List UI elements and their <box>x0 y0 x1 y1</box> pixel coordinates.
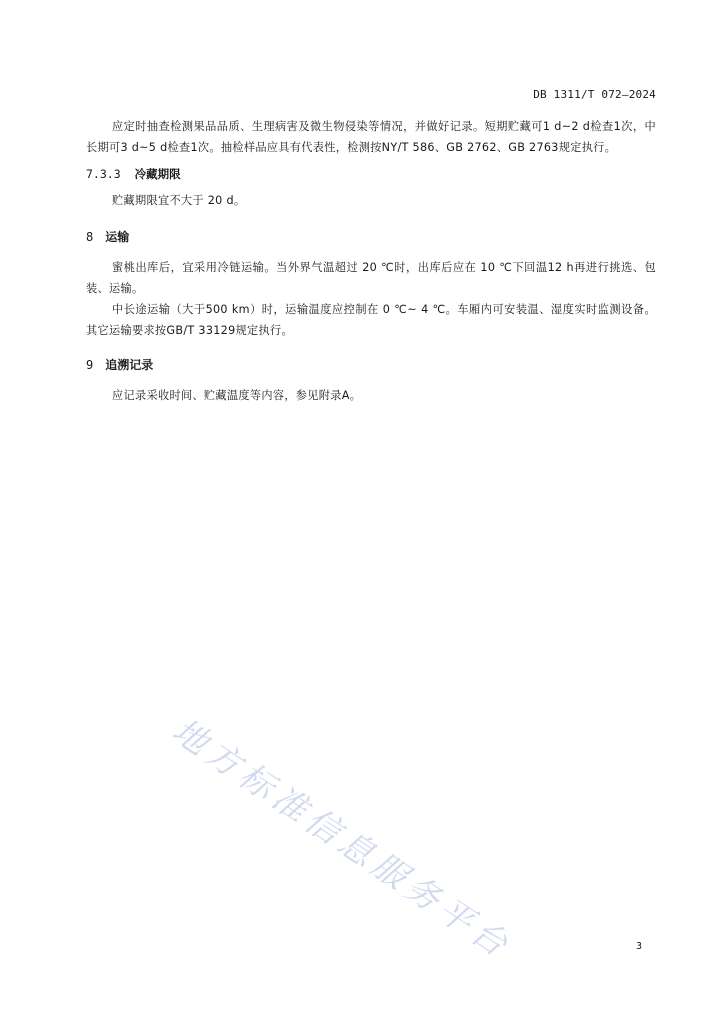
paragraph-transport-2: 中长途运输（大于500 km）时，运输温度应控制在 0 ℃~ 4 ℃。车厢内可安装温、湿度实时监测设备。其它运输要求按GB/T 33129规定执行。 <box>86 303 656 337</box>
page-number: 3 <box>635 941 642 952</box>
paragraph-transport-1: 蜜桃出库后，宜采用冷链运输。当外界气温超过 20 ℃时，出库后应在 10 ℃下回温12 h再进行挑选、包装、运输。 <box>86 261 656 295</box>
header-rule <box>86 105 656 106</box>
heading-title: 追溯记录 <box>105 358 154 372</box>
heading-title: 冷藏期限 <box>134 167 181 181</box>
heading-8 <box>86 227 656 247</box>
heading-title: 运输 <box>105 230 130 244</box>
heading-number: 8 <box>86 230 94 244</box>
heading-number: 7.3.3 <box>86 167 121 181</box>
paragraph-storage-period: 贮藏期限宜不大于 20 d。 <box>112 194 246 207</box>
standard-code: DB 1311/T 072—2024 <box>533 88 656 101</box>
document-body <box>86 116 656 406</box>
heading-7-3-3 <box>86 164 656 184</box>
heading-9 <box>86 355 656 375</box>
watermark: 地方标准信息服务平台 <box>164 710 519 968</box>
paragraph-inspection: 应定时抽查检测果品品质、生理病害及微生物侵染等情况，并做好记录。短期贮藏可1 d~2 d检查1次，中长期可3 d~5 d检查1次。抽检样品应具有代表性，检测按NY/T 586、GB 2762、GB 2763规定执行。 <box>86 120 656 154</box>
heading-number: 9 <box>86 358 94 372</box>
paragraph-traceability: 应记录采收时间、贮藏温度等内容，参见附录A。 <box>112 389 362 402</box>
